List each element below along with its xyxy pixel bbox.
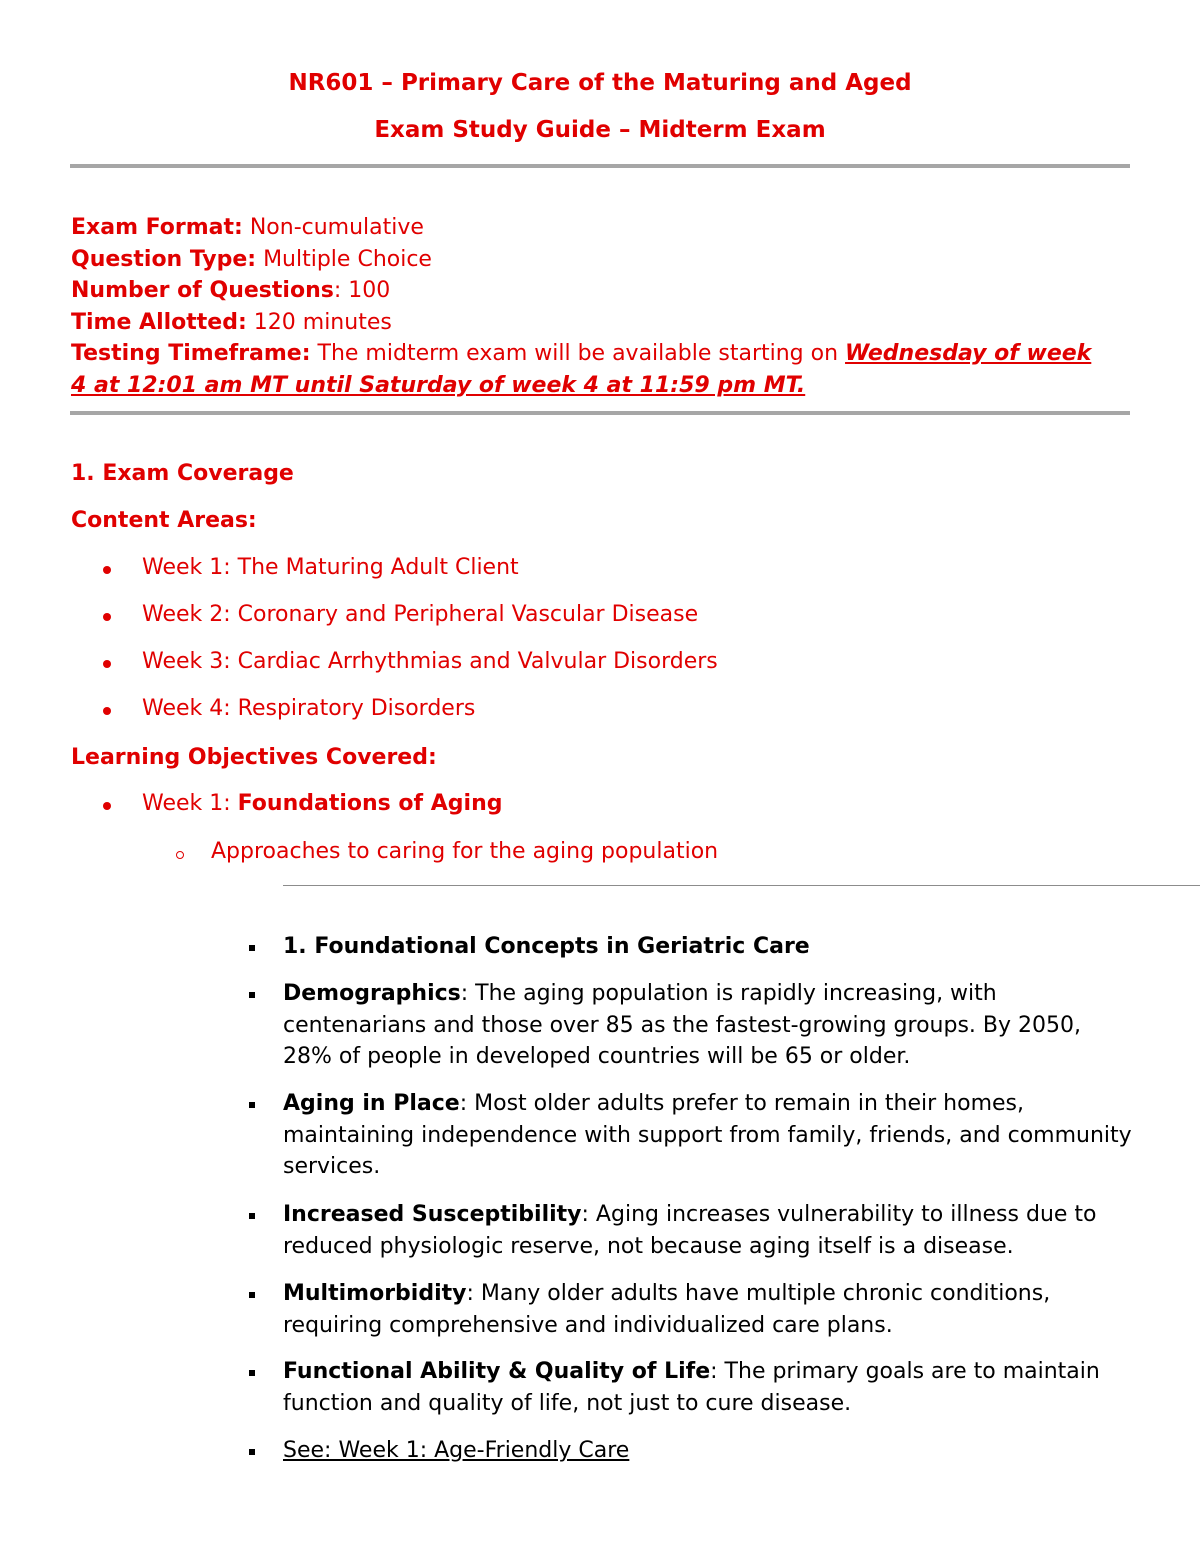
concept-item-functional-ability: [283, 1356, 1133, 1419]
concept-term: Demographics: [283, 981, 461, 1006]
time-allotted-label: Time Allotted:: [71, 309, 247, 335]
bullet-icon: [103, 707, 111, 715]
question-count-value: : 100: [333, 278, 391, 303]
concept-term: Increased Susceptibility: [283, 1202, 582, 1227]
objective-week-prefix: Week 1:: [142, 791, 238, 816]
see-age-friendly-care-link[interactable]: See: Week 1: Age-Friendly Care: [283, 1438, 630, 1463]
square-bullet-icon: [249, 1370, 255, 1376]
concept-item-aging-in-place: [283, 1088, 1133, 1183]
time-allotted-value: 120 minutes: [246, 309, 392, 335]
exam-info-block: [71, 212, 1131, 401]
concept-text: : Aging increases vulnerability to illness due to reduced physiologic reserve, not because aging itself is a disease.: [283, 1202, 1097, 1259]
exam-coverage-heading: 1. Exam Coverage: [71, 461, 294, 486]
testing-timeframe-line: [71, 338, 1101, 401]
concept-item-multimorbidity: [283, 1278, 1133, 1341]
testing-timeframe-window: Wednesday of week 4 at 12:01 am MT until Saturday of week 4 at 11:59 pm MT.: [71, 341, 1092, 398]
time-allotted-line: [71, 307, 1131, 339]
objective-sub-item: Approaches to caring for the aging population: [211, 839, 719, 864]
document-subtitle: Exam Study Guide – Midterm Exam: [374, 117, 826, 143]
section-divider: [283, 885, 1200, 886]
concept-item-susceptibility: [283, 1199, 1133, 1262]
square-bullet-icon: [249, 992, 255, 998]
question-count-line: [71, 275, 1131, 307]
content-area-item: Week 1: The Maturing Adult Client: [142, 555, 519, 580]
square-bullet-icon: [249, 945, 255, 951]
concept-text: : Most older adults prefer to remain in their homes, maintaining independence with support from family, friends, and community services.: [283, 1091, 1132, 1179]
concept-text: : Many older adults have multiple chronic conditions, requiring comprehensive and individualized care plans.: [283, 1281, 1051, 1338]
content-area-item: Week 2: Coronary and Peripheral Vascular Disease: [142, 602, 699, 627]
question-type-line: [71, 244, 1131, 276]
exam-format-value: Non-cumulative: [242, 215, 424, 240]
concepts-heading: [283, 931, 1133, 963]
square-bullet-icon: [249, 1292, 255, 1298]
bullet-icon: [103, 566, 111, 574]
square-bullet-icon: [249, 1213, 255, 1219]
hollow-bullet-icon: [176, 851, 184, 859]
document-title: NR601 – Primary Care of the Maturing and Aged: [288, 70, 912, 96]
exam-format-label: Exam Format:: [71, 215, 243, 240]
concept-term: Multimorbidity: [283, 1281, 467, 1306]
bullet-icon: [103, 802, 111, 810]
concept-term: Aging in Place: [283, 1091, 460, 1116]
objective-week-title: Foundations of Aging: [237, 791, 503, 816]
concepts-heading-text: 1. Foundational Concepts in Geriatric Care: [283, 934, 810, 959]
content-areas-heading: Content Areas:: [71, 508, 257, 533]
see-also-item: [283, 1435, 1133, 1467]
concept-text: : The primary goals are to maintain function and quality of life, not just to cure disease.: [283, 1359, 1100, 1416]
question-type-value: Multiple Choice: [256, 246, 432, 272]
question-count-label: Number of Questions: [71, 278, 334, 303]
testing-timeframe-value: The midterm exam will be available starting on: [310, 341, 846, 366]
question-type-label: Question Type:: [71, 246, 257, 272]
concept-term: Functional Ability & Quality of Life: [283, 1359, 711, 1384]
content-area-item: Week 4: Respiratory Disorders: [142, 696, 476, 721]
concept-item-demographics: [283, 978, 1133, 1073]
learning-objectives-heading: Learning Objectives Covered:: [71, 745, 437, 770]
info-divider: [70, 411, 1130, 415]
square-bullet-icon: [249, 1449, 255, 1455]
bullet-icon: [103, 660, 111, 668]
bullet-icon: [103, 613, 111, 621]
testing-timeframe-label: Testing Timeframe:: [71, 341, 311, 366]
objective-week-item: [142, 791, 503, 816]
exam-format-line: [71, 212, 1131, 244]
content-area-item: Week 3: Cardiac Arrhythmias and Valvular Disorders: [142, 649, 718, 674]
concept-text: : The aging population is rapidly increasing, with centenarians and those over 85 as the fastest-growing groups. By 2050, 28% of people in developed countries will be 65 or older.: [283, 981, 1081, 1069]
header-divider: [70, 164, 1130, 168]
square-bullet-icon: [249, 1102, 255, 1108]
